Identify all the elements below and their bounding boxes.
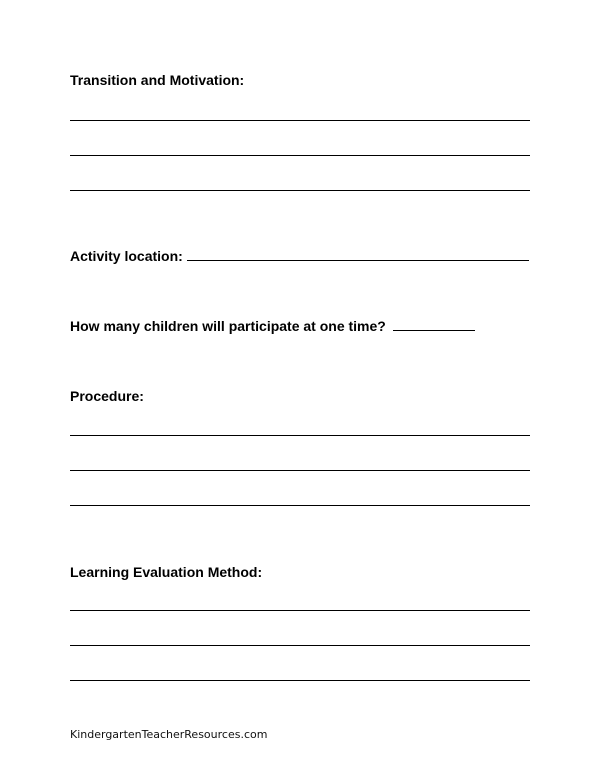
transition-line-3[interactable] bbox=[70, 190, 530, 191]
footer-source-text: KindergartenTeacherResources.com bbox=[70, 728, 268, 741]
transition-motivation-label: Transition and Motivation: bbox=[70, 72, 245, 88]
evaluation-line-1[interactable] bbox=[70, 610, 530, 611]
evaluation-line-2[interactable] bbox=[70, 645, 530, 646]
procedure-line-2[interactable] bbox=[70, 470, 530, 471]
procedure-line-1[interactable] bbox=[70, 435, 530, 436]
activity-location-line[interactable] bbox=[187, 260, 529, 261]
transition-line-1[interactable] bbox=[70, 120, 530, 121]
participants-label: How many children will participate at one time? bbox=[70, 318, 386, 334]
evaluation-label: Learning Evaluation Method: bbox=[70, 564, 263, 580]
participants-line[interactable] bbox=[393, 330, 475, 331]
transition-line-2[interactable] bbox=[70, 155, 530, 156]
procedure-line-3[interactable] bbox=[70, 505, 530, 506]
activity-location-label: Activity location: bbox=[70, 248, 183, 264]
evaluation-line-3[interactable] bbox=[70, 680, 530, 681]
procedure-label: Procedure: bbox=[70, 388, 144, 404]
